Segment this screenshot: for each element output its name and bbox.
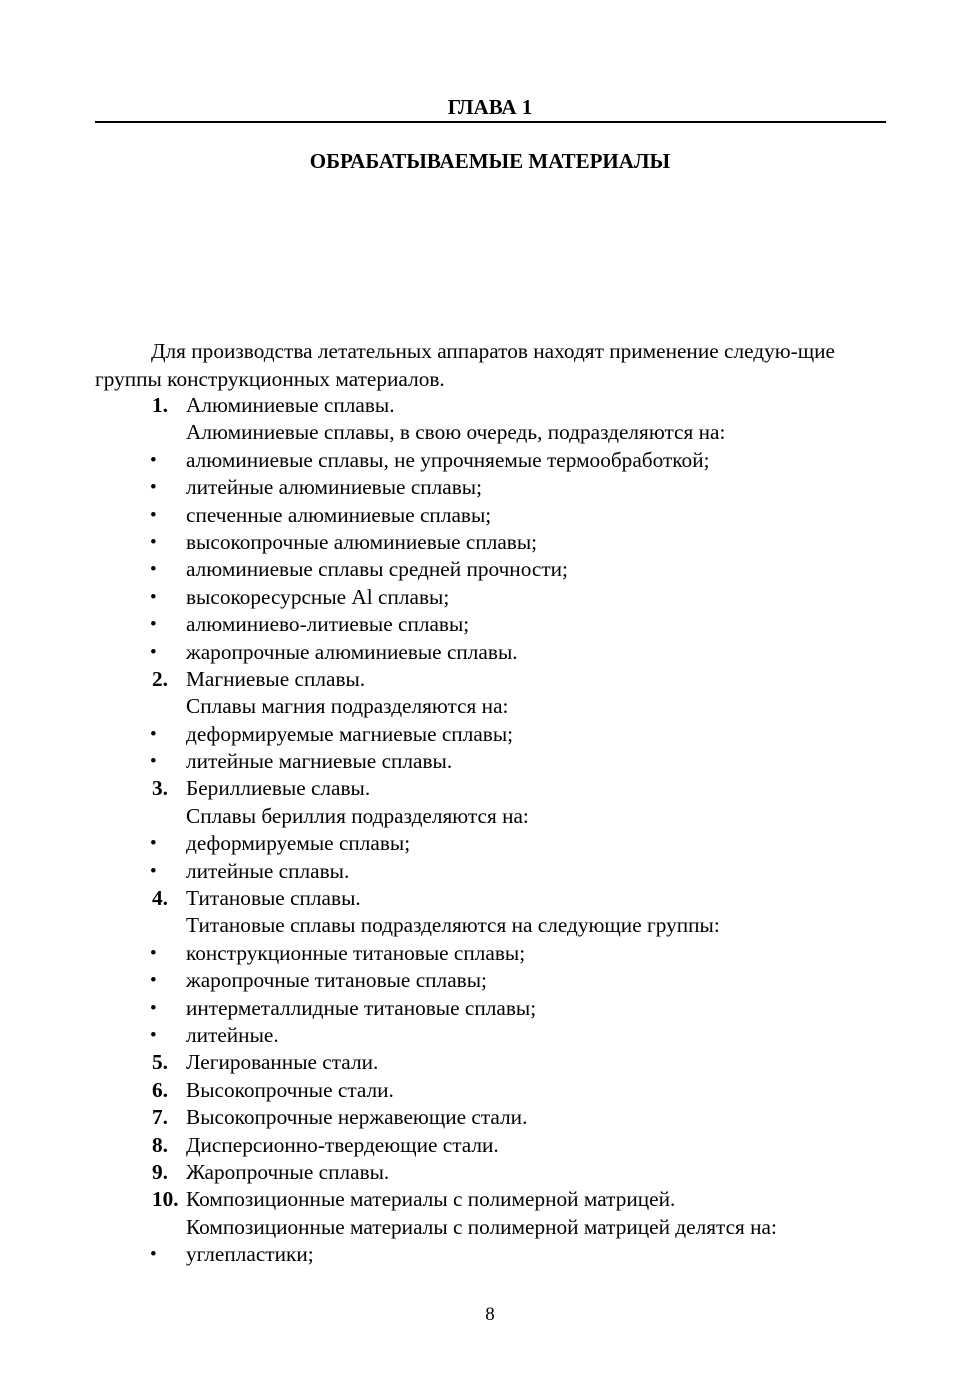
item-text: литейные магниевые сплавы. <box>186 749 453 774</box>
list-subheading <box>0 803 980 830</box>
item-text: Магниевые сплавы. <box>186 666 366 691</box>
bullet-icon: • <box>150 723 157 745</box>
list-subheading <box>0 693 980 720</box>
bullet-icon: • <box>150 833 157 855</box>
bullet-icon: • <box>150 614 157 636</box>
item-number: 2. <box>152 666 168 691</box>
bullet-item <box>0 721 980 748</box>
bullet-icon: • <box>150 970 157 992</box>
item-text: высокоресурсные Al сплавы; <box>186 584 450 609</box>
numbered-item <box>0 1049 980 1076</box>
item-text: Композиционные материалы с полимерной матрицей делятся на: <box>186 1214 777 1239</box>
item-text: Сплавы магния подразделяются на: <box>186 694 509 719</box>
item-text: Дисперсионно-твердеющие стали. <box>186 1132 499 1157</box>
list-subheading <box>0 1214 980 1241</box>
materials-list <box>0 392 980 1269</box>
item-number: 6. <box>152 1077 168 1102</box>
numbered-item <box>0 1077 980 1104</box>
numbered-item <box>0 1186 980 1213</box>
chapter-label: ГЛАВА 1 <box>447 95 533 119</box>
bullet-item <box>0 858 980 885</box>
item-text: алюминиевые сплавы средней прочности; <box>186 557 568 582</box>
item-number: 10. <box>152 1187 179 1212</box>
item-number: 4. <box>152 886 168 911</box>
bullet-icon: • <box>150 504 157 526</box>
item-text: Высокопрочные нержавеющие стали. <box>186 1105 528 1130</box>
item-text: конструкционные титановые сплавы; <box>186 940 526 965</box>
chapter-title: ОБРАБАТЫВАЕМЫЕ МАТЕРИАЛЫ <box>309 149 671 173</box>
list-subheading <box>0 419 980 446</box>
item-text: интерметаллидные титановые сплавы; <box>186 995 537 1020</box>
bullet-icon: • <box>150 751 157 773</box>
bullet-item <box>0 748 980 775</box>
item-number: 9. <box>152 1159 168 1184</box>
intro-paragraph: Для производства летательных аппаратов находят применение следую-щие группы конструкционных материалов. <box>95 339 835 391</box>
page-number: 8 <box>485 1304 495 1325</box>
item-text: Сплавы бериллия подразделяются на: <box>186 803 529 828</box>
item-text: Алюминиевые сплавы. <box>186 393 395 417</box>
item-text: Легированные стали. <box>186 1050 379 1075</box>
bullet-icon: • <box>150 531 157 553</box>
bullet-item <box>0 1241 980 1268</box>
bullet-item <box>0 611 980 638</box>
numbered-item <box>0 666 980 693</box>
bullet-icon: • <box>150 477 157 499</box>
item-text: Титановые сплавы. <box>186 886 361 911</box>
list-subheading <box>0 912 980 939</box>
item-text: Алюминиевые сплавы, в свою очередь, подразделяются на: <box>186 420 726 445</box>
item-number: 1. <box>152 393 168 417</box>
item-number: 3. <box>152 776 168 801</box>
item-text: Композиционные материалы с полимерной матрицей. <box>186 1187 676 1212</box>
bullet-icon: • <box>150 586 157 608</box>
item-text: высокопрочные алюминиевые сплавы; <box>186 529 538 554</box>
bullet-item <box>0 830 980 857</box>
item-text: деформируемые магниевые сплавы; <box>186 721 514 746</box>
item-text: Бериллиевые славы. <box>186 776 371 801</box>
bullet-item <box>0 556 980 583</box>
item-text: Титановые сплавы подразделяются на следующие группы: <box>186 913 720 938</box>
bullet-item <box>0 1022 980 1049</box>
item-text: литейные алюминиевые сплавы; <box>186 475 483 500</box>
bullet-icon: • <box>150 997 157 1019</box>
numbered-item <box>0 392 980 419</box>
bullet-icon: • <box>150 942 157 964</box>
item-text: жаропрочные титановые сплавы; <box>186 968 487 993</box>
item-text: деформируемые сплавы; <box>186 831 411 856</box>
item-text: алюминиевые сплавы, не упрочняемые термообработкой; <box>186 447 710 472</box>
item-text: углепластики; <box>186 1242 314 1267</box>
bullet-icon: • <box>150 449 157 471</box>
bullet-item <box>0 502 980 529</box>
bullet-item <box>0 995 980 1022</box>
bullet-item <box>0 529 980 556</box>
item-text: Высокопрочные стали. <box>186 1077 394 1102</box>
item-number: 8. <box>152 1132 168 1157</box>
item-number: 7. <box>152 1105 168 1130</box>
numbered-item <box>0 1132 980 1159</box>
item-number: 5. <box>152 1050 168 1075</box>
bullet-icon: • <box>150 1024 157 1046</box>
numbered-item <box>0 1104 980 1131</box>
numbered-item <box>0 775 980 802</box>
item-text: спеченные алюминиевые сплавы; <box>186 502 492 527</box>
bullet-item <box>0 447 980 474</box>
item-text: Жаропрочные сплавы. <box>186 1159 390 1184</box>
bullet-item <box>0 474 980 501</box>
item-text: жаропрочные алюминиевые сплавы. <box>186 639 518 664</box>
bullet-item <box>0 940 980 967</box>
numbered-item <box>0 885 980 912</box>
bullet-icon: • <box>150 641 157 663</box>
bullet-icon: • <box>150 860 157 882</box>
item-text: алюминиево-литиевые сплавы; <box>186 612 470 637</box>
bullet-item <box>0 584 980 611</box>
chapter-rule <box>95 121 886 123</box>
bullet-item <box>0 967 980 994</box>
numbered-item <box>0 1159 980 1186</box>
bullet-item <box>0 639 980 666</box>
bullet-icon: • <box>150 1244 157 1266</box>
item-text: литейные. <box>186 1022 279 1047</box>
item-text: литейные сплавы. <box>186 858 350 883</box>
bullet-icon: • <box>150 559 157 581</box>
